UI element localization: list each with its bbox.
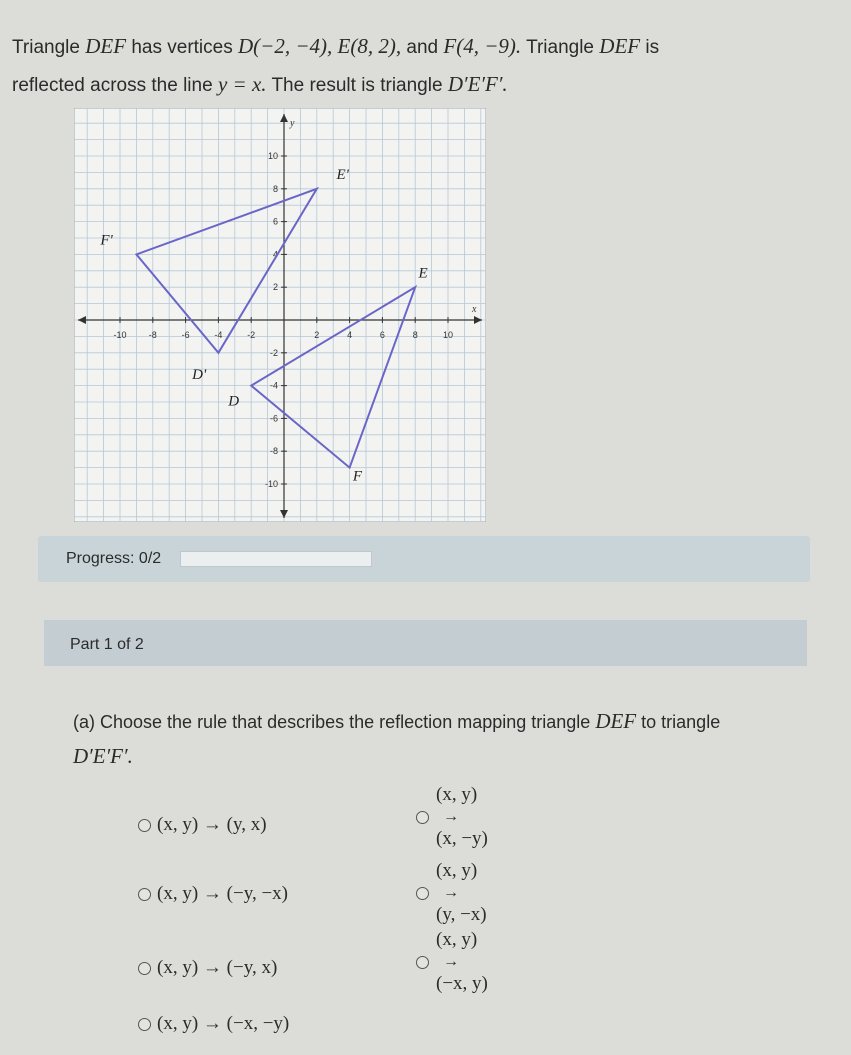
option-rule-1[interactable]	[138, 814, 267, 836]
vertex-f: F(4, −9).	[443, 34, 522, 58]
triangle-name: DEF	[599, 34, 641, 58]
x-tick-label: 4	[347, 330, 353, 340]
x-tick-label: 8	[412, 330, 418, 340]
problem-text: Triangle	[12, 37, 80, 58]
x-tick-label: -4	[214, 330, 223, 340]
option-rule-2[interactable]	[138, 883, 288, 905]
x-tick-label: 10	[442, 330, 454, 340]
problem-text: is	[645, 37, 660, 58]
y-tick-label: 10	[267, 151, 278, 161]
triangle-image-name: D′E′F′.	[73, 744, 133, 768]
label-e-prime: E'	[336, 166, 349, 183]
option-label: (x, y) → (−y, −x)	[157, 883, 289, 904]
problem-text: Triangle	[526, 37, 595, 58]
radio-button[interactable]	[416, 811, 429, 824]
y-tick-label: 4	[272, 249, 278, 260]
problem-line-1	[12, 28, 842, 66]
option-label-top: (x, y)	[436, 860, 478, 881]
problem-line-2	[12, 66, 842, 104]
progress-label: Progress: 0/2	[66, 550, 162, 567]
y-tick-label: -4	[269, 380, 278, 391]
arrow-icon: →	[443, 953, 459, 970]
radio-button[interactable]	[138, 962, 151, 975]
y-tick-label: -2	[269, 347, 278, 358]
vertex-e: E(8, 2),	[337, 34, 402, 58]
option-label-bottom: (−x, y)	[436, 973, 488, 994]
option-rule-4[interactable]	[138, 1013, 289, 1035]
option-label: (x, y) → (−x, −y)	[157, 1013, 290, 1034]
triangle-name: DEF	[85, 34, 127, 58]
label-d: D	[228, 393, 240, 410]
triangle-image-name: D′E′F′.	[447, 72, 508, 96]
option-label: (x, y) → (−y, x)	[157, 957, 278, 978]
question-text: (a) Choose the rule that describes the reflection mapping triangle	[73, 712, 591, 732]
x-tick-label: 6	[379, 330, 385, 340]
label-d-prime: D'	[192, 367, 207, 384]
radio-button[interactable]	[138, 819, 151, 832]
graph-background	[74, 108, 486, 522]
label-f: F	[352, 468, 363, 485]
graph-canvas	[74, 108, 486, 522]
x-tick-label: -10	[113, 330, 127, 340]
option-label: (x, y) → (y, x)	[157, 814, 267, 835]
problem-text: and	[406, 37, 439, 58]
triangle-name: DEF	[595, 709, 637, 733]
arrow-icon: →	[443, 884, 459, 901]
problem-text: The result is triangle	[271, 75, 443, 96]
part-header	[44, 620, 807, 666]
radio-button[interactable]	[416, 887, 429, 900]
y-tick-label: -10	[264, 479, 278, 489]
radio-button[interactable]	[416, 956, 429, 969]
problem-statement	[12, 28, 842, 104]
x-tick-label: 2	[314, 330, 320, 340]
option-label-top: (x, y)	[436, 929, 478, 950]
problem-text: has vertices	[131, 37, 233, 58]
progress-track	[180, 551, 372, 567]
vertex-d: D(−2, −4),	[238, 34, 333, 58]
problem-text: reflected across the line	[12, 75, 213, 96]
x-tick-label: -2	[247, 330, 256, 340]
label-f-prime: F'	[100, 232, 113, 249]
label-e: E	[418, 265, 428, 282]
y-tick-label: 6	[272, 216, 278, 227]
y-tick-label: -6	[269, 413, 278, 424]
progress-bar	[38, 536, 810, 582]
radio-button[interactable]	[138, 1018, 151, 1031]
option-label-bottom: (x, −y)	[436, 828, 488, 849]
option-rule-3[interactable]	[138, 957, 277, 979]
x-tick-label: -6	[181, 330, 190, 340]
reflection-line: y = x.	[217, 72, 267, 96]
option-label-bottom: (y, −x)	[436, 904, 487, 925]
coordinate-graph	[74, 108, 486, 522]
arrow-icon: →	[443, 808, 459, 825]
question	[73, 704, 813, 774]
y-tick-label: -8	[269, 446, 278, 457]
radio-button[interactable]	[138, 888, 151, 901]
y-tick-label: 8	[272, 183, 278, 194]
option-label-top: (x, y)	[436, 784, 478, 805]
x-axis-label: x	[472, 304, 477, 315]
x-tick-label: -8	[148, 330, 157, 340]
part-label: Part 1 of 2	[70, 636, 144, 653]
question-text: to triangle	[641, 712, 721, 732]
y-tick-label: 2	[272, 282, 278, 293]
y-axis-label: y	[290, 118, 295, 129]
